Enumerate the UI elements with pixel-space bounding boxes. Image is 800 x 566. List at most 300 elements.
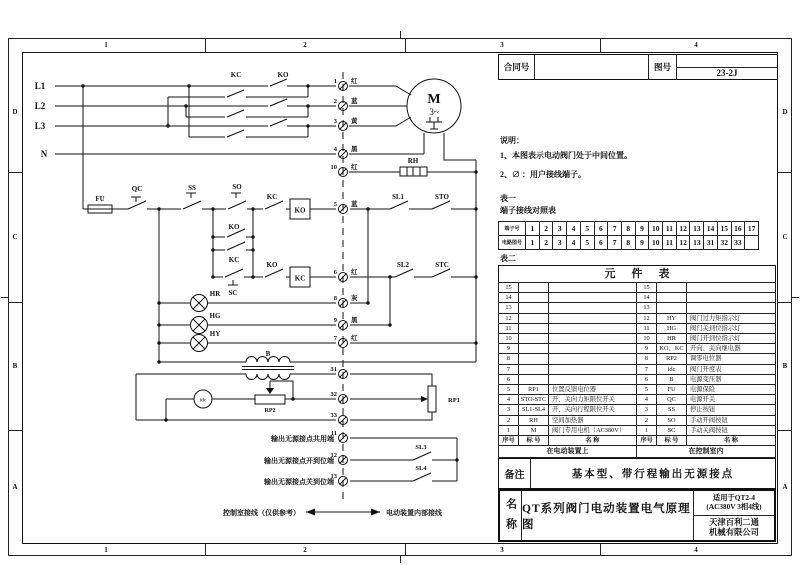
terminal-no: 11	[330, 430, 337, 437]
component-mark	[519, 283, 549, 293]
component-row	[499, 374, 637, 384]
component-row	[499, 354, 637, 364]
component-name: 停止按钮	[687, 405, 776, 415]
terminal-no-row	[499, 222, 759, 236]
component-name: 调零电位器	[687, 354, 776, 364]
component-row	[499, 385, 637, 395]
component-name: 手动开阀按钮	[687, 415, 776, 425]
component-mark: HY	[657, 313, 687, 323]
note-line-1: 1、本图表示电动阀门处于中间位置。	[500, 151, 632, 161]
component-no: 3	[637, 405, 657, 415]
label-n: N	[40, 149, 48, 159]
component-table-title: 元件表	[498, 265, 776, 283]
component-mark	[519, 313, 549, 323]
component-name: 阀门开度表	[687, 364, 776, 374]
output-close-label: 输出无源接点关到位端	[264, 478, 334, 486]
company-line-2: 机械有限公司	[709, 528, 759, 537]
row-header: 电路图号	[499, 236, 526, 250]
terminal-map-cell: 15	[717, 222, 731, 236]
wire-color: 灰	[351, 295, 358, 302]
label-rp1: RP1	[448, 397, 460, 404]
terminal-map-cell: 2	[539, 222, 553, 236]
label-idc: idc	[199, 397, 207, 404]
component-table-footer	[499, 436, 637, 446]
zone-label-top: 3	[500, 41, 504, 49]
component-mark: FU	[657, 385, 687, 395]
frame-divider	[778, 430, 792, 431]
table1-title: 端子接线对照表	[500, 206, 556, 215]
component-row	[499, 364, 637, 374]
terminal-map-cell: 5	[580, 222, 594, 236]
terminal-map-cell: 2	[539, 236, 553, 250]
terminal-map-cell	[745, 236, 759, 250]
component-name: 电源开关	[687, 395, 776, 405]
terminal-map-cell: 11	[663, 222, 677, 236]
terminal-map-cell: 3	[553, 236, 567, 250]
component-row	[637, 303, 776, 313]
component-mark	[657, 303, 687, 313]
component-name	[549, 283, 637, 293]
component-mark	[519, 334, 549, 344]
wire-color: 红	[351, 78, 358, 85]
component-row	[637, 313, 776, 323]
component-no: 3	[499, 405, 519, 415]
label-sl1: SL1	[391, 193, 405, 201]
label-fu: FU	[95, 195, 105, 203]
transformer-symbol	[242, 357, 294, 380]
remark-text: 基本型、带行程输出无源接点	[571, 469, 735, 480]
component-name	[549, 334, 637, 344]
output-common-label: 输出无源接点共用端	[271, 435, 334, 443]
component-no: 12	[637, 313, 657, 323]
zone-label-top: 4	[694, 41, 698, 49]
component-row	[637, 323, 776, 333]
component-name	[549, 364, 637, 374]
component-mark: KO、KC	[657, 344, 687, 354]
component-mark: HR	[657, 334, 687, 344]
company-line-1: 天津百利二通	[709, 518, 759, 528]
component-mark	[519, 354, 549, 364]
control-room-wiring-label: 控制室接线（仅供参考）	[223, 509, 300, 517]
schematic	[22, 52, 490, 544]
terminal-map-cell: 3	[553, 222, 567, 236]
component-name	[549, 313, 637, 323]
frame-divider	[205, 544, 206, 556]
label-l2: L2	[34, 101, 46, 111]
frame-divider	[600, 38, 601, 52]
label-sc: SC	[228, 289, 238, 297]
component-no: 6	[637, 374, 657, 384]
component-mark	[519, 374, 549, 384]
label-kc-contactor: KC	[230, 71, 242, 79]
label-so: SO	[232, 183, 242, 191]
zone-label-right: B	[782, 362, 788, 370]
component-name: 手动关阀按钮	[687, 425, 776, 435]
component-mark: STO-STC	[519, 395, 549, 405]
terminal-map-cell: 13	[690, 236, 704, 250]
terminal-map-cell: 8	[621, 236, 635, 250]
component-row	[637, 385, 776, 395]
terminal-no: 2	[333, 98, 337, 105]
wire-color: 黑	[351, 146, 358, 153]
component-row	[637, 374, 776, 384]
terminal-no: 9	[333, 317, 337, 324]
wire-color: 红	[351, 269, 358, 276]
boundary-arrow	[306, 509, 380, 516]
component-no: 10	[499, 334, 519, 344]
label-qc: QC	[131, 185, 143, 193]
component-no: 15	[637, 283, 657, 293]
terminal-no: 4	[333, 146, 337, 153]
zone-label-top: 2	[303, 41, 307, 49]
component-no: 6	[499, 374, 519, 384]
location-row	[499, 446, 637, 458]
label-ko-contactor: KO	[277, 71, 289, 79]
component-no: 14	[637, 293, 657, 303]
terminal-map-cell: 1	[526, 222, 540, 236]
component-mark: M	[519, 425, 549, 435]
terminal-map-cell: 9	[635, 222, 649, 236]
terminal-no: 5	[333, 201, 337, 208]
label-sl4: SL4	[415, 465, 427, 472]
label-sl3: SL3	[415, 444, 427, 451]
component-row	[499, 344, 637, 354]
frame-divider	[778, 302, 792, 303]
terminal-map-cell: 9	[635, 236, 649, 250]
component-mark: HG	[657, 323, 687, 333]
applicable-line-2: (AC380V 3相4线)	[706, 502, 762, 511]
component-mark: RP2	[657, 354, 687, 364]
frame-divider	[8, 302, 22, 303]
component-row	[637, 405, 776, 415]
component-no: 12	[499, 313, 519, 323]
location-cell: 在电动装置上	[499, 446, 637, 458]
component-row	[637, 334, 776, 344]
label-hy: HY	[209, 330, 221, 338]
terminal-no: 31	[330, 366, 337, 373]
output-open-label: 输出无源接点开到位端	[264, 457, 334, 465]
component-row	[637, 395, 776, 405]
terminal-map-cell: 6	[594, 236, 608, 250]
component-no: 2	[637, 415, 657, 425]
heater-symbol	[400, 167, 427, 176]
footer-name: 名 称	[549, 436, 637, 446]
component-name	[549, 303, 637, 313]
component-no: 13	[499, 303, 519, 313]
footer-no: 序号	[499, 436, 519, 446]
drawing-title: QT系列阀门电动装置电气原理图	[522, 491, 694, 540]
label-stc: STC	[435, 261, 449, 269]
component-row	[637, 344, 776, 354]
frame-divider	[405, 544, 406, 556]
component-row	[499, 323, 637, 333]
component-name	[549, 374, 637, 384]
component-no: 4	[499, 395, 519, 405]
component-name: 阀门过力矩指示灯	[687, 313, 776, 323]
frame-divider	[8, 172, 22, 173]
component-no: 15	[499, 283, 519, 293]
component-mark: SL1-SL4	[519, 405, 549, 415]
wire-color: 蓝	[351, 98, 358, 105]
terminal-map-cell: 1	[526, 236, 540, 250]
terminal-map-cell: 32	[717, 236, 731, 250]
frame-divider	[405, 38, 406, 52]
circuit-no-row	[499, 236, 759, 250]
component-name: 阀门关到位指示灯	[687, 323, 776, 333]
terminal-map-cell: 8	[621, 222, 635, 236]
component-no: 9	[499, 344, 519, 354]
component-name: 阀门专用电机（AC380V）	[549, 425, 637, 435]
terminal-map-cell: 4	[567, 236, 581, 250]
contract-no-value	[535, 55, 649, 79]
drawing-header	[498, 54, 778, 80]
terminal-map-cell: 7	[608, 236, 622, 250]
terminal-map-cell: 12	[676, 236, 690, 250]
terminal-map-cell: 10	[649, 222, 663, 236]
frame-divider	[778, 172, 792, 173]
component-table-control-room	[636, 282, 776, 458]
terminal-no: 32	[330, 391, 337, 398]
component-name	[687, 303, 776, 313]
component-mark: SO	[657, 415, 687, 425]
label-l3: L3	[34, 121, 46, 131]
terminal-no: 1	[333, 78, 337, 85]
terminal-map-cell: 11	[663, 236, 677, 250]
component-mark: RP1	[519, 385, 549, 395]
component-name: 阀门开到位指示灯	[687, 334, 776, 344]
terminal-map-cell: 6	[594, 222, 608, 236]
frame-divider	[205, 38, 206, 52]
label-l1: L1	[34, 81, 46, 91]
terminal-no: 7	[333, 335, 337, 342]
label-ss: SS	[188, 184, 196, 192]
component-no: 1	[637, 425, 657, 435]
device-internal-wiring-label: 电动装置内部接线	[386, 509, 442, 517]
drawing-no-value: 23-2J	[716, 68, 738, 79]
label-kc-holding: KC	[228, 256, 240, 264]
terminal-map-cell: 10	[649, 236, 663, 250]
terminal-map-cell: 4	[567, 222, 581, 236]
notes	[500, 136, 770, 180]
label-sto: STO	[435, 193, 449, 201]
component-no: 7	[499, 364, 519, 374]
component-row	[637, 354, 776, 364]
component-mark	[519, 323, 549, 333]
label-b: B	[265, 350, 271, 358]
note-line-2: 2、∅ ：用户接线端子。	[500, 170, 586, 180]
terminal-no: 10	[330, 164, 337, 171]
component-row	[637, 283, 776, 293]
component-row	[637, 293, 776, 303]
component-mark: SS	[657, 405, 687, 415]
frame-divider	[600, 544, 601, 556]
label-rp2: RP2	[264, 408, 276, 414]
terminal-map-cell: 13	[690, 222, 704, 236]
component-mark: RH	[519, 415, 549, 425]
junction-dots	[81, 84, 477, 461]
component-mark	[657, 293, 687, 303]
terminal-no: 33	[330, 412, 337, 419]
terminal-map-cell: 12	[676, 222, 690, 236]
terminal-map-table	[498, 221, 759, 250]
component-no: 8	[499, 354, 519, 364]
component-name: 电源变压器	[687, 374, 776, 384]
label-kc-nc: KC	[266, 193, 278, 201]
component-row	[499, 415, 637, 425]
label-ko-holding: KO	[228, 223, 240, 231]
footer-mark: 标 号	[657, 436, 687, 446]
drawing-no-upper-cell	[677, 55, 777, 68]
component-mark: B	[657, 374, 687, 384]
wire-color: 红	[351, 164, 358, 171]
terminal-no: 13	[330, 473, 337, 480]
component-name: 位置反馈电位器	[549, 385, 637, 395]
zone-label-bottom: 1	[104, 546, 108, 554]
centering-mark	[792, 297, 799, 298]
label-ko-coil: KO	[294, 206, 306, 215]
wire-color: 黄	[351, 118, 358, 125]
company-cell	[694, 516, 774, 540]
component-no: 11	[499, 323, 519, 333]
component-no: 5	[637, 385, 657, 395]
component-mark	[519, 344, 549, 354]
component-no: 1	[499, 425, 519, 435]
component-row	[637, 364, 776, 374]
component-row	[499, 334, 637, 344]
centering-mark	[1, 297, 8, 298]
component-row	[499, 405, 637, 415]
zone-label-bottom: 3	[500, 546, 504, 554]
component-mark	[519, 364, 549, 374]
component-name: 空间加热器	[549, 415, 637, 425]
terminal-symbols	[339, 82, 348, 486]
component-name: 开、关向力矩限位开关	[549, 395, 637, 405]
applicable-line-1: 适用于QT2-4	[712, 493, 756, 503]
component-name	[549, 323, 637, 333]
terminal-map-cell: 7	[608, 222, 622, 236]
component-row	[499, 283, 637, 293]
table1-label: 表一	[500, 194, 516, 203]
component-no: 14	[499, 293, 519, 303]
title-name-label: 名称	[500, 491, 522, 540]
component-no: 9	[637, 344, 657, 354]
zone-label-right: D	[782, 108, 788, 116]
remark-block	[498, 458, 776, 489]
component-mark: idc	[657, 364, 687, 374]
zone-label-bottom: 2	[303, 546, 307, 554]
table2-label: 表二	[500, 254, 516, 263]
contract-no-label: 合同号	[499, 55, 535, 79]
zone-label-top: 1	[104, 41, 108, 49]
component-name	[549, 293, 637, 303]
label-hg: HG	[209, 312, 221, 320]
wire-color: 红	[351, 335, 358, 342]
terminal-map-cell: 16	[731, 222, 745, 236]
component-name	[687, 293, 776, 303]
label-ko-nc: KO	[266, 261, 278, 269]
wire-color: 黑	[351, 317, 358, 324]
component-mark	[519, 303, 549, 313]
zone-label-right: A	[782, 483, 788, 491]
component-name: 开向、关向继电器	[687, 344, 776, 354]
component-name	[549, 344, 637, 354]
component-row	[499, 303, 637, 313]
component-mark	[657, 283, 687, 293]
row-header: 端子号	[499, 222, 526, 236]
wire-color: 蓝	[351, 201, 358, 208]
component-table-footer	[637, 436, 776, 446]
footer-name: 名 称	[687, 436, 776, 446]
zone-label-left: D	[12, 108, 18, 116]
zone-label-right: C	[782, 233, 788, 241]
label-motor: M	[427, 92, 441, 107]
terminal-map-cell: 33	[731, 236, 745, 250]
title-block	[498, 489, 776, 542]
component-no: 4	[637, 395, 657, 405]
applicable-cell	[694, 491, 774, 516]
location-cell: 在控制室内	[637, 446, 776, 458]
component-name	[549, 354, 637, 364]
location-row	[637, 446, 776, 458]
component-mark	[519, 293, 549, 303]
notes-heading: 说明：	[500, 136, 524, 145]
title-block-right	[694, 491, 774, 540]
component-name	[687, 283, 776, 293]
terminal-no: 8	[333, 295, 337, 302]
component-name: 开、关向行程限位开关	[549, 405, 637, 415]
frame-divider	[8, 430, 22, 431]
component-no: 2	[499, 415, 519, 425]
label-hr: HR	[209, 290, 221, 298]
footer-no: 序号	[637, 436, 657, 446]
zone-label-bottom: 4	[694, 546, 698, 554]
terminal-map-cell: 31	[704, 236, 718, 250]
terminal-no: 12	[330, 452, 337, 459]
zone-label-left: A	[12, 483, 18, 491]
component-no: 8	[637, 354, 657, 364]
drawing-no-label: 图号	[649, 55, 677, 79]
terminal-map-cell: 14	[704, 222, 718, 236]
component-row	[637, 425, 776, 435]
potentiometer-rp1	[421, 386, 436, 412]
label-kc-coil: KC	[294, 274, 306, 283]
component-no: 7	[637, 364, 657, 374]
component-name: 电源保险	[687, 385, 776, 395]
centering-mark	[400, 31, 401, 38]
terminal-no: 3	[333, 118, 337, 125]
lamp-symbols	[191, 295, 208, 352]
component-no: 11	[637, 323, 657, 333]
terminal-no: 6	[333, 269, 337, 276]
component-no: 10	[637, 334, 657, 344]
component-row	[637, 415, 776, 425]
potentiometer-rp2	[255, 388, 285, 404]
component-mark: SC	[657, 425, 687, 435]
zone-label-left: B	[12, 362, 18, 370]
zone-label-left: C	[12, 233, 18, 241]
remark-label: 备注	[499, 459, 531, 488]
centering-mark	[400, 556, 401, 563]
drawing-no-stack	[677, 55, 777, 79]
footer-mark: 标 号	[519, 436, 549, 446]
component-row	[499, 313, 637, 323]
component-row	[499, 395, 637, 405]
component-row	[499, 293, 637, 303]
wiring	[55, 79, 476, 481]
component-mark: QC	[657, 395, 687, 405]
label-rh: RH	[407, 157, 419, 165]
component-table-device	[498, 282, 637, 458]
